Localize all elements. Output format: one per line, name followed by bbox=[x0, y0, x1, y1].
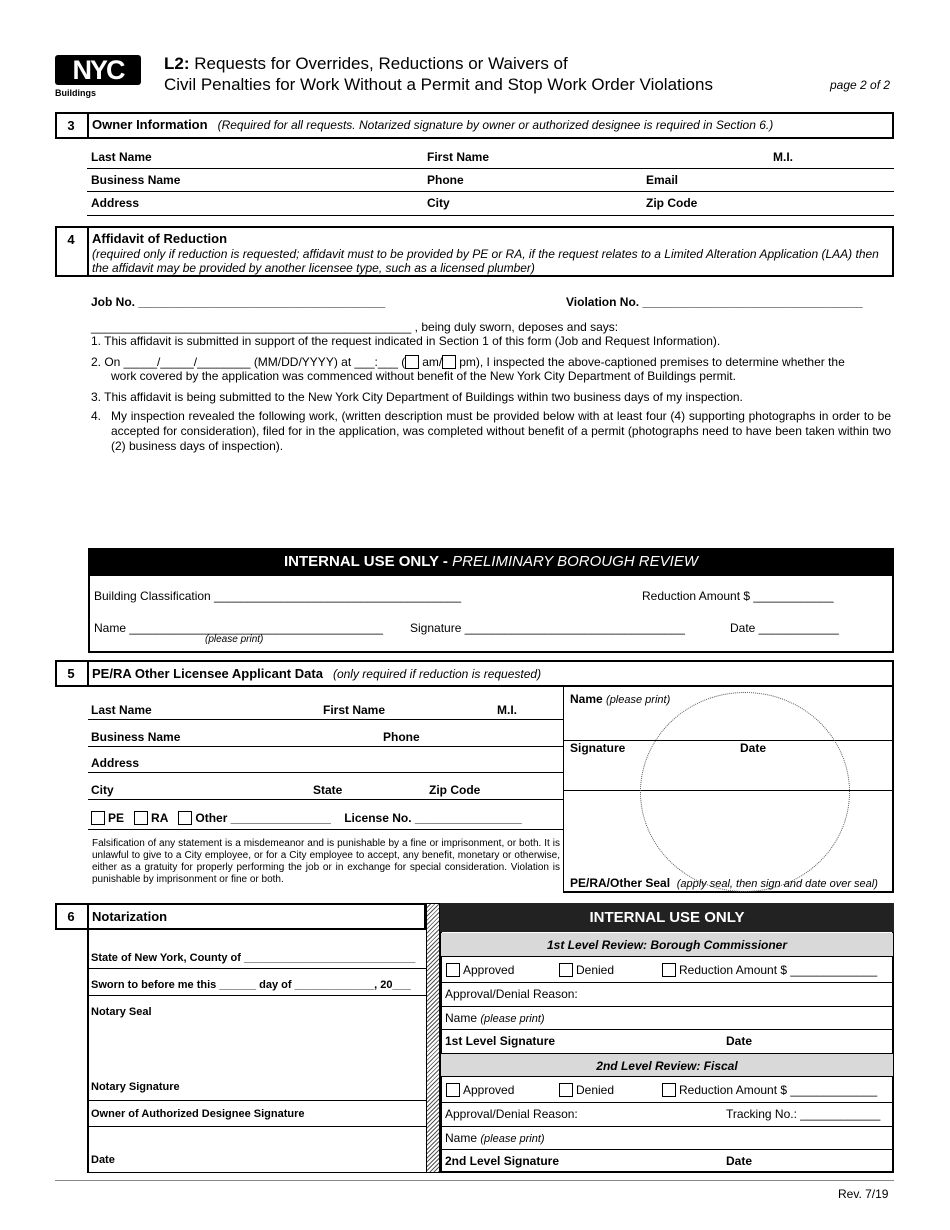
business-name-field[interactable]: Business Name bbox=[91, 173, 181, 187]
item2-text: pm), I inspected the above-captioned premises to determine whether the bbox=[459, 355, 845, 369]
notary-seal-label: Notary Seal bbox=[91, 1006, 152, 1018]
affidavit-item-3: 3. This affidavit is being submitted to the New York City Department of Buildings within two business days of my inspection. bbox=[91, 390, 743, 404]
licensee-zip[interactable]: Zip Code bbox=[429, 783, 481, 797]
preliminary-review-header bbox=[88, 548, 894, 576]
email-field[interactable]: Email bbox=[646, 173, 679, 187]
level1-date-field[interactable]: Date bbox=[726, 1034, 753, 1048]
page-number: page 2 of 2 bbox=[830, 78, 891, 92]
licensee-state[interactable]: State bbox=[313, 783, 343, 797]
notary-date-field[interactable]: Date bbox=[91, 1154, 115, 1166]
denied-checkbox[interactable] bbox=[559, 963, 573, 977]
level2-signature-field[interactable]: 2nd Level Signature bbox=[445, 1154, 560, 1168]
signature-field[interactable]: Signature _________________________________ bbox=[410, 621, 685, 635]
header-bold: INTERNAL USE ONLY - bbox=[284, 553, 453, 570]
county-field[interactable]: State of New York, County of ____________________________ bbox=[91, 952, 416, 964]
pe-label: PE bbox=[108, 811, 125, 825]
licensee-city[interactable]: City bbox=[91, 783, 114, 797]
section-number: 3 bbox=[67, 118, 75, 133]
license-type-row bbox=[91, 811, 522, 825]
mi-field[interactable]: M.I. bbox=[773, 150, 793, 164]
ra-checkbox[interactable] bbox=[134, 811, 148, 825]
reduction-amount-field[interactable]: Reduction Amount $ _____________ bbox=[679, 1083, 878, 1097]
section-note: (Required for all requests. Notarized signature by owner or authorized designee is required in Section 6.) bbox=[217, 118, 774, 132]
affidavit-item-4-num: 4. bbox=[91, 409, 102, 423]
title-line1: Requests for Overrides, Reductions or Waivers of bbox=[189, 54, 568, 73]
other-checkbox[interactable] bbox=[178, 811, 192, 825]
licensee-address[interactable]: Address bbox=[91, 756, 140, 770]
denied-checkbox[interactable] bbox=[559, 1083, 573, 1097]
name-label[interactable]: Name bbox=[445, 1131, 478, 1145]
reason-field[interactable]: Approval/Denial Reason: bbox=[445, 987, 578, 1001]
nyc-buildings-logo bbox=[55, 55, 143, 100]
last-name-field[interactable]: Last Name bbox=[91, 150, 152, 164]
reduction-checkbox[interactable] bbox=[662, 963, 676, 977]
section-number: 4 bbox=[67, 232, 75, 247]
section-title: PE/RA Other Licensee Applicant Data bbox=[92, 666, 323, 681]
address-field[interactable]: Address bbox=[91, 196, 140, 210]
name-label[interactable]: Name bbox=[445, 1011, 478, 1025]
hatch-divider bbox=[426, 903, 440, 1173]
am-label: am/ bbox=[422, 355, 443, 369]
reason-field[interactable]: Approval/Denial Reason: bbox=[445, 1107, 578, 1121]
seal-name-label: Name bbox=[570, 692, 603, 706]
seal-date-label[interactable]: Date bbox=[740, 741, 767, 755]
section-title: Owner Information bbox=[92, 117, 208, 132]
level2-date-field[interactable]: Date bbox=[726, 1154, 753, 1168]
pm-checkbox[interactable] bbox=[442, 355, 456, 369]
header-italic: PRELIMINARY BOROUGH REVIEW bbox=[452, 553, 698, 570]
inspection-date-time-field[interactable]: 2. On _____/_____/________ (MM/DD/YYYY) at ___:___ ( bbox=[91, 355, 406, 369]
am-checkbox[interactable] bbox=[405, 355, 419, 369]
building-classification-field[interactable]: Building Classification _____________________________________ bbox=[94, 589, 461, 603]
logo-subtitle: Buildings bbox=[55, 88, 96, 98]
falsification-warning: Falsification of any statement is a misdemeanor and is punishable by a fine or imprisonment, or both. It is unlawful to give to a City employee, or for a City employee to accept, any benefit, monetary or otherwise, either as a gratuity for properly performing the job or in exchange for special consideration. Violation is punishable by imprisonment or fine or both. bbox=[92, 838, 560, 885]
level1-options bbox=[446, 963, 514, 977]
level1-signature-field[interactable]: 1st Level Signature bbox=[445, 1034, 556, 1048]
sworn-date-field[interactable]: Sworn to before me this ______ day of _____________, 20___ bbox=[91, 979, 411, 991]
form-code: L2: bbox=[164, 54, 190, 73]
licensee-mi[interactable]: M.I. bbox=[497, 703, 517, 717]
section-title: Affidavit of Reduction bbox=[92, 231, 228, 246]
revision-label: Rev. 7/19 bbox=[838, 1187, 889, 1201]
section-note: (required only if reduction is requested; affidavit must to be provided by PE or RA, if the request relates to a Limited Alteration Application (LAA) then the affidavit may be provided by another licensee type, such as a licensed plumber) bbox=[92, 247, 879, 275]
section-number: 5 bbox=[67, 666, 75, 681]
other-field[interactable]: Other _______________ bbox=[195, 811, 331, 825]
seal-label: PE/RA/Other Seal bbox=[570, 876, 671, 890]
approved-checkbox[interactable] bbox=[446, 1083, 460, 1097]
job-number-field[interactable]: Job No. _____________________________________ bbox=[91, 295, 386, 309]
seal-signature-label[interactable]: Signature bbox=[570, 741, 626, 755]
internal-use-header: INTERNAL USE ONLY bbox=[440, 903, 894, 932]
notary-signature-field[interactable]: Notary Signature bbox=[91, 1081, 180, 1093]
phone-field[interactable]: Phone bbox=[427, 173, 464, 187]
name-field[interactable]: Name ______________________________________ bbox=[94, 621, 383, 635]
tracking-number-field[interactable]: Tracking No.: ____________ bbox=[726, 1107, 881, 1121]
reduction-amount-field[interactable]: Reduction Amount $ _____________ bbox=[679, 963, 878, 977]
date-field[interactable]: Date ____________ bbox=[730, 621, 839, 635]
approved-checkbox[interactable] bbox=[446, 963, 460, 977]
approved-label: Approved bbox=[463, 1083, 515, 1097]
license-number-field[interactable]: License No. ________________ bbox=[344, 811, 522, 825]
denied-label: Denied bbox=[576, 963, 615, 977]
zip-field[interactable]: Zip Code bbox=[646, 196, 698, 210]
form-title bbox=[164, 54, 568, 74]
owner-signature-field[interactable]: Owner of Authorized Designee Signature bbox=[91, 1108, 305, 1120]
seal-circle bbox=[640, 692, 850, 892]
level1-header: 1st Level Review: Borough Commissioner bbox=[441, 933, 893, 957]
affidavit-item-2 bbox=[91, 355, 845, 369]
denied-label: Denied bbox=[576, 1083, 615, 1097]
please-print-hint: (please print) bbox=[606, 694, 671, 706]
please-print-hint: (please print) bbox=[205, 634, 264, 645]
reduction-amount-field[interactable]: Reduction Amount $ ____________ bbox=[642, 589, 834, 603]
affidavit-item-1: 1. This affidavit is submitted in support of the request indicated in Section 1 of this form (Job and Request Information). bbox=[91, 334, 721, 348]
licensee-last-name[interactable]: Last Name bbox=[91, 703, 152, 717]
level2-name-field bbox=[445, 1131, 545, 1145]
licensee-phone[interactable]: Phone bbox=[383, 730, 420, 744]
section-note: (only required if reduction is requested) bbox=[332, 667, 542, 681]
seal-note: (apply seal, then sign and date over seal) bbox=[676, 878, 878, 890]
licensee-first-name[interactable]: First Name bbox=[323, 703, 386, 717]
first-name-field[interactable]: First Name bbox=[427, 150, 490, 164]
deponent-name-field[interactable]: ________________________________________________ , being duly sworn, deposes and says: bbox=[91, 320, 619, 334]
title-line2: Civil Penalties for Work Without a Permit and Stop Work Order Violations bbox=[164, 75, 713, 94]
logo-mark: NYC bbox=[55, 55, 141, 85]
level1-name-field bbox=[445, 1011, 545, 1025]
affidavit-item-2-cont: work covered by the application was commenced without benefit of the New York City Department of Buildings permit. bbox=[111, 369, 736, 383]
ra-label: RA bbox=[151, 811, 169, 825]
city-field[interactable]: City bbox=[427, 196, 450, 210]
affidavit-item-4: My inspection revealed the following work, (written description must be provided below with at least four (4) supporting photographs in order to be accepted for consideration), filed for in the application, was completed without benefit of a permit (photographs need to have been taken within two (2) business days of inspection). bbox=[111, 409, 891, 453]
please-print-hint: (please print) bbox=[480, 1133, 545, 1145]
violation-number-field[interactable]: Violation No. _________________________________ bbox=[566, 295, 863, 309]
reduction-checkbox[interactable] bbox=[662, 1083, 676, 1097]
licensee-business[interactable]: Business Name bbox=[91, 730, 181, 744]
pe-checkbox[interactable] bbox=[91, 811, 105, 825]
section-title: Notarization bbox=[92, 909, 168, 924]
please-print-hint: (please print) bbox=[480, 1013, 545, 1025]
level2-header: 2nd Level Review: Fiscal bbox=[441, 1053, 893, 1077]
approved-label: Approved bbox=[463, 963, 515, 977]
section-number: 6 bbox=[67, 909, 75, 924]
